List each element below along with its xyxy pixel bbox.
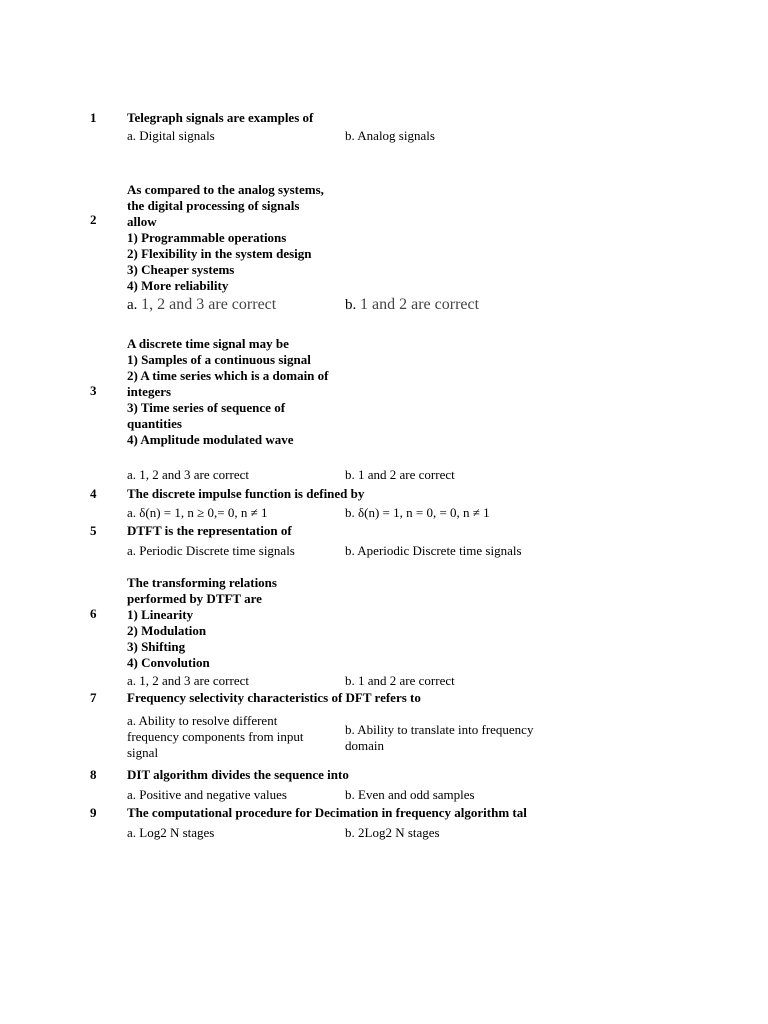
question-text-line: Frequency selectivity characteristics of DFT refers to <box>127 690 421 705</box>
question-text-line: The discrete impulse function is defined by <box>127 486 365 501</box>
question-text-line: DTFT is the representation of <box>127 523 292 538</box>
question-9-option-b: b. 2Log2 N stages <box>345 825 440 840</box>
question-text-line: 1) Linearity <box>127 607 194 622</box>
option-line: domain <box>345 738 384 753</box>
question-text-line: the digital processing of signals <box>127 198 300 213</box>
question-text-line: integers <box>127 384 172 399</box>
question-text-line: 1) Programmable operations <box>127 230 287 245</box>
question-9-option-a: a. Log2 N stages <box>127 825 215 840</box>
question-1-option-a: a. Digital signals <box>127 128 215 143</box>
question-3-option-b: b. 1 and 2 are correct <box>345 467 455 482</box>
question-1-text <box>127 110 567 126</box>
question-text-line: 4) Amplitude modulated wave <box>127 432 294 447</box>
question-7-option-a <box>127 713 337 761</box>
question-8-number: 8 <box>90 767 97 782</box>
question-6-option-a: a. 1, 2 and 3 are correct <box>127 673 249 688</box>
question-text-line: 4) More reliability <box>127 278 229 293</box>
question-2-option-a <box>127 297 337 313</box>
option-prefix: a. <box>127 297 138 313</box>
question-6-number: 6 <box>90 606 97 621</box>
question-text-line: 1) Samples of a continuous signal <box>127 352 311 367</box>
question-8-option-b: b. Even and odd samples <box>345 787 475 802</box>
question-text-line: 2) Modulation <box>127 623 207 638</box>
question-7-text <box>127 690 567 706</box>
option-body: 1 and 2 are correct <box>360 296 480 313</box>
question-text-line: A discrete time signal may be <box>127 336 289 351</box>
question-text-line: quantities <box>127 416 182 431</box>
question-text-line: 2) Flexibility in the system design <box>127 246 312 261</box>
question-text-line: allow <box>127 214 157 229</box>
question-2-option-b <box>345 297 555 313</box>
question-3-option-a: a. 1, 2 and 3 are correct <box>127 467 249 482</box>
question-text-line: DIT algorithm divides the sequence into <box>127 767 349 782</box>
question-9-text <box>127 805 550 821</box>
question-4-number: 4 <box>90 486 97 501</box>
question-2-text <box>127 182 357 294</box>
question-text-line: 2) A time series which is a domain of <box>127 368 329 383</box>
question-text-line: 3) Shifting <box>127 639 186 654</box>
question-9-number: 9 <box>90 805 97 820</box>
option-body: 1, 2 and 3 are correct <box>141 296 277 313</box>
option-line: signal <box>127 745 159 760</box>
question-3-text <box>127 336 367 448</box>
question-5-option-a: a. Periodic Discrete time signals <box>127 543 295 558</box>
question-text-line: Telegraph signals are examples of <box>127 110 314 125</box>
question-8-text <box>127 767 567 783</box>
question-3-number: 3 <box>90 383 97 398</box>
question-text-line: 4) Convolution <box>127 655 210 670</box>
question-5-option-b: b. Aperiodic Discrete time signals <box>345 543 522 558</box>
question-7-number: 7 <box>90 690 97 705</box>
question-6-option-b: b. 1 and 2 are correct <box>345 673 455 688</box>
question-text-line: performed by DTFT are <box>127 591 262 606</box>
question-5-text <box>127 523 567 539</box>
question-1-number: 1 <box>90 110 97 125</box>
question-text-line: As compared to the analog systems, <box>127 182 324 197</box>
question-8-option-a: a. Positive and negative values <box>127 787 287 802</box>
question-text-line: The transforming relations <box>127 575 277 590</box>
question-6-text <box>127 575 357 671</box>
option-line: b. Ability to translate into frequency <box>345 722 534 737</box>
option-line: frequency components from input <box>127 729 304 744</box>
question-4-option-b: b. δ(n) = 1, n = 0, = 0, n ≠ 1 <box>345 505 490 520</box>
question-2-number: 2 <box>90 212 97 227</box>
question-1-option-b: b. Analog signals <box>345 128 435 143</box>
question-text-line: 3) Time series of sequence of <box>127 400 286 415</box>
question-text-line: The computational procedure for Decimation in frequency algorithm tal <box>127 805 527 820</box>
option-prefix: b. <box>345 297 357 313</box>
question-text-line: 3) Cheaper systems <box>127 262 235 277</box>
question-4-option-a: a. δ(n) = 1, n ≥ 0,= 0, n ≠ 1 <box>127 505 268 520</box>
question-7-option-b <box>345 722 555 754</box>
question-4-text <box>127 486 567 502</box>
option-line: a. Ability to resolve different <box>127 713 278 728</box>
question-5-number: 5 <box>90 523 97 538</box>
